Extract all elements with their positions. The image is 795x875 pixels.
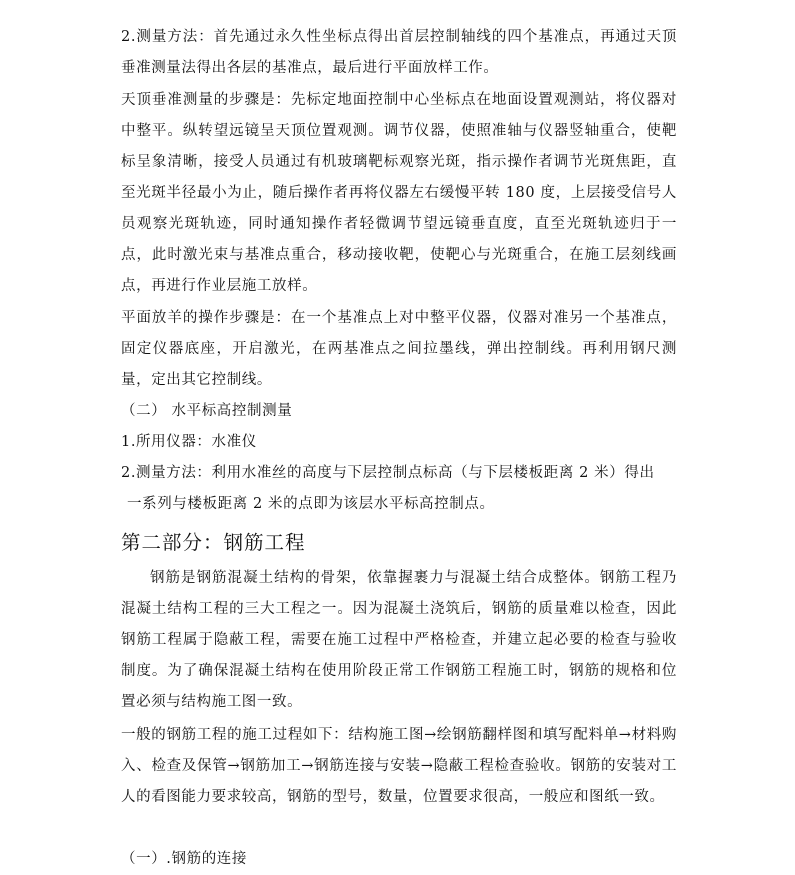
measurement-method-paragraph: 2.测量方法：首先通过永久性坐标点得出首层控制轴线的四个基准点，再通过天顶垂准测量法得出各层的基准点，最后进行平面放样工作。 bbox=[121, 29, 677, 76]
instrument-line: 1.所用仪器：水准仪 bbox=[121, 434, 257, 450]
elevation-method-paragraph bbox=[121, 458, 677, 520]
section-heading-level-control: （二） 水平标高控制测量 bbox=[121, 403, 293, 419]
plane-layout-steps-paragraph: 平面放羊的操作步骤是：在一个基准点上对中整平仪器，仪器对准另一个基准点，固定仪器底座，开启激光，在两基准点之间拉墨线，弹出控制线。再利用钢尺测量，定出其它控制线。 bbox=[121, 310, 677, 388]
rebar-intro-paragraph: 钢筋是钢筋混凝土结构的骨架，依靠握裹力与混凝土结合成整体。钢筋工程乃混凝土结构工程的三大工程之一。因为混凝土浇筑后，钢筋的质量难以检查，因此钢筋工程属于隐蔽工程，需要在施工过程中严格检查，并建立起必要的检查与验收制度。为了确保混凝土结构在使用阶段正常工作钢筋工程施工时，钢筋的规格和位置必须与结构施工图一致。 bbox=[121, 570, 677, 710]
rebar-process-paragraph: 一般的钢筋工程的施工过程如下：结构施工图→绘钢筋翻样图和填写配料单→材料购入、检查及保管→钢筋加工→钢筋连接与安装→隐蔽工程检查验收。钢筋的安装对工人的看图能力要求较高，钢筋的型号，数量，位置要求很高，一般应和图纸一致。 bbox=[121, 727, 677, 805]
zenith-plumb-steps-paragraph: 天顶垂准测量的步骤是：先标定地面控制中心坐标点在地面设置观测站，将仪器对中整平。纵转望远镜呈天顶位置观测。调节仪器，使照准轴与仪器竖轴重合，使靶标呈象清晰，接受人员通过有机玻璃靶标观察光斑，指示操作者调节光斑焦距，直至光斑半径最小为止，随后操作者再将仪器左右缓慢平转 180 度，上层接受信号人员观察光斑轨迹，同时通知操作者轻微调节望远镜垂直度，直至光斑轨迹归于一点，此时激光束与基准点重合，移动接收靶，使靶心与光斑重合，在施工层刻线画点，再进行作业层施工放样。 bbox=[121, 92, 677, 294]
part-two-heading: 第二部分：钢筋工程 bbox=[121, 531, 306, 554]
elevation-method-line-2: 一系列与楼板距离 2 米的点即为该层水平标高控制点。 bbox=[127, 496, 495, 512]
elevation-method-line-1: 2.测量方法：利用水准丝的高度与下层控制点标高（与下层楼板距离 2 米）得出 bbox=[121, 465, 655, 481]
rebar-connection-heading: （一）.钢筋的连接 bbox=[121, 851, 248, 867]
